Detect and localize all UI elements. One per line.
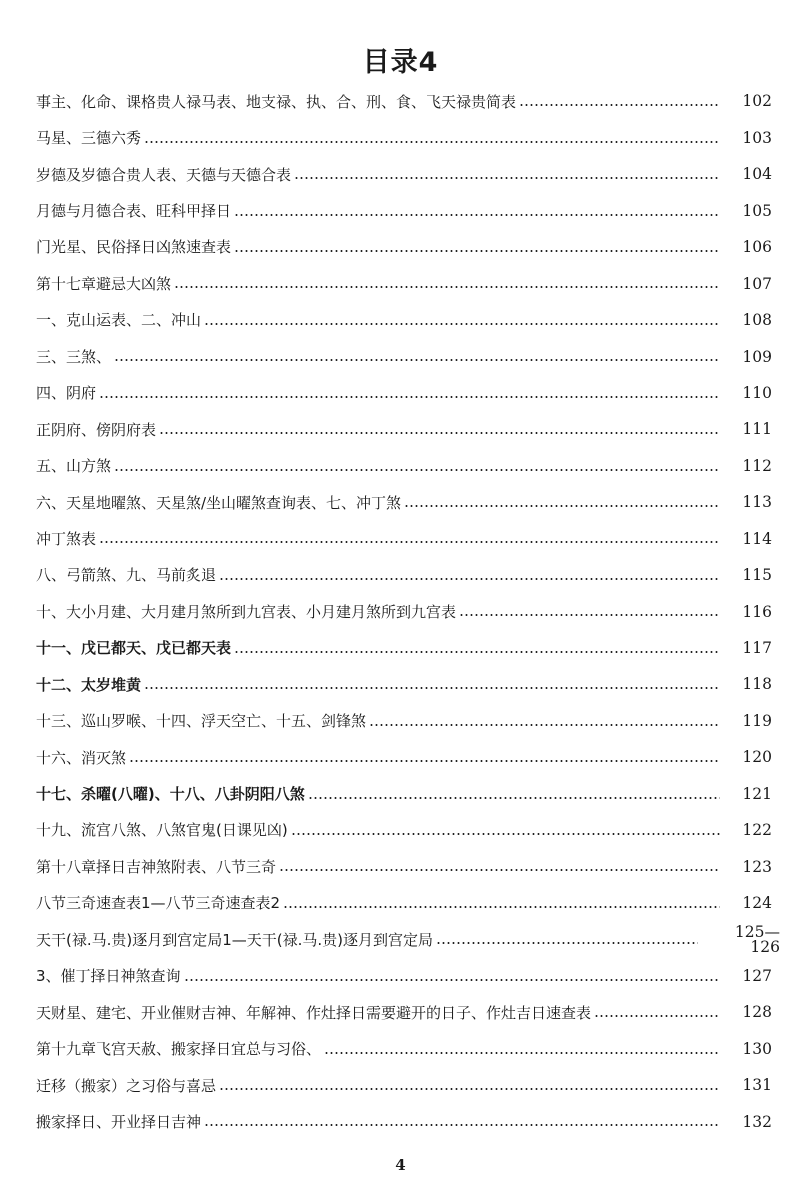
dot-leader [594,1015,720,1017]
toc-entry [36,886,772,922]
toc-entry-page: 114 [742,529,772,548]
dot-leader [99,541,720,543]
toc-entry-page: 117 [742,639,772,658]
toc-entry [36,849,772,885]
dot-leader [219,578,720,580]
toc-entry [36,594,772,630]
toc-entry-title: 十六、消灭煞 [36,748,127,767]
toc-entry-title: 天干(禄.马.贵)逐月到宫定局1—天干(禄.马.贵)逐月到宫定局 [36,930,434,949]
toc-entry-title: 十、大小月建、大月建月煞所到九宫表、小月建月煞所到九宫表 [36,602,457,621]
toc-entry-title: 正阴府、傍阴府表 [36,420,157,439]
toc-entry-page: 115 [742,566,772,585]
toc-entry-title: 十一、戊已都天、戊已都天表 [36,639,232,658]
toc-entry [36,558,772,594]
toc-entry-title: 第十九章飞宫天赦、搬家择日宜总与习俗、 [36,1040,322,1059]
dot-leader [159,432,720,434]
toc-entry-title: 八、弓箭煞、九、马前炙退 [36,566,217,585]
toc-entry-page: 103 [742,128,772,147]
toc-entry-title: 冲丁煞表 [36,529,97,548]
toc-entry-title: 十七、杀曜(八曜)、十八、八卦阴阳八煞 [36,785,305,804]
dot-leader [234,214,720,216]
dot-leader [99,396,720,398]
dot-leader [308,797,720,799]
toc-entry-page: 110 [742,383,772,402]
toc-entry-title: 一、克山运表、二、冲山 [36,311,202,330]
toc-entry [36,1068,772,1104]
table-of-contents [36,84,780,1141]
toc-entry [36,959,772,995]
toc-entry-page: 130 [742,1039,772,1058]
toc-entry-page: 119 [742,711,772,730]
toc-entry [36,667,772,703]
toc-entry-page: 121 [742,784,772,803]
dot-leader [324,1052,720,1054]
toc-entry-page: 132 [742,1112,772,1131]
dot-leader [114,469,720,471]
page-title: 目录4 [362,47,439,78]
toc-entry-page: 111 [742,420,772,439]
dot-leader [144,687,720,689]
toc-entry-title: 三、三煞、 [36,347,112,366]
page-number: 4 [395,1156,406,1174]
toc-entry-page: 120 [742,748,772,767]
dot-leader [519,104,720,106]
toc-entry-title: 八节三奇速查表1—八节三奇速查表2 [36,894,281,913]
dot-leader [279,869,720,871]
toc-entry-page: 128 [742,1003,772,1022]
dot-leader [283,906,720,908]
toc-entry [36,922,780,958]
dot-leader [204,323,720,325]
toc-entry [36,193,772,229]
toc-entry-page: 118 [742,675,772,694]
toc-entry-title: 天财星、建宅、开业催财吉神、年解神、作灶择日需要避开的日子、作灶吉日速查表 [36,1003,592,1022]
toc-entry-page: 102 [742,92,772,111]
toc-entry [36,813,772,849]
toc-entry-title: 月德与月德合表、旺科甲择日 [36,202,232,221]
dot-leader [459,614,720,616]
toc-entry-title: 马星、三德六秀 [36,129,142,148]
toc-entry [36,412,772,448]
toc-entry [36,120,772,156]
toc-entry [36,448,772,484]
toc-entry-page: 106 [742,238,772,257]
dot-leader [114,359,720,361]
toc-entry-title: 3、催丁择日神煞查询 [36,967,181,986]
dot-leader [369,724,720,726]
toc-entry [36,84,772,120]
toc-entry-title: 四、阴府 [36,384,97,403]
toc-entry [36,995,772,1031]
toc-entry-page: 108 [742,311,772,330]
dot-leader [174,286,720,288]
toc-entry-title: 第十八章择日吉神煞附表、八节三奇 [36,857,277,876]
toc-entry-page: 125—126 [734,922,780,957]
toc-entry [36,157,772,193]
toc-entry-title: 六、天星地曜煞、天星煞/坐山曜煞查询表、七、冲丁煞 [36,493,402,512]
toc-entry [36,521,772,557]
toc-entry [36,266,772,302]
toc-entry [36,230,772,266]
toc-entry-page: 104 [742,165,772,184]
toc-entry-page: 105 [742,201,772,220]
toc-entry-page: 131 [742,1076,772,1095]
dot-leader [144,141,720,143]
toc-entry [36,776,772,812]
toc-entry [36,703,772,739]
toc-entry-page: 116 [742,602,772,621]
dot-leader [294,177,720,179]
toc-entry [36,740,772,776]
toc-entry-page: 122 [742,821,772,840]
toc-entry [36,485,772,521]
dot-leader [234,651,720,653]
dot-leader [234,250,720,252]
toc-entry-title: 门光星、民俗择日凶煞速查表 [36,238,232,257]
toc-entry [36,1104,772,1140]
toc-entry-page: 112 [742,456,772,475]
toc-entry-title: 岁德及岁德合贵人表、天德与天德合表 [36,165,292,184]
dot-leader [436,942,698,944]
toc-entry-title: 十九、流宫八煞、八煞官鬼(日课见凶) [36,821,288,840]
toc-entry-page: 123 [742,857,772,876]
toc-entry-page: 124 [742,894,772,913]
toc-entry-title: 搬家择日、开业择日吉神 [36,1112,202,1131]
dot-leader [404,505,720,507]
toc-entry-title: 迁移（搬家）之习俗与喜忌 [36,1076,217,1095]
toc-entry-page: 113 [742,493,772,512]
dot-leader [204,1124,720,1126]
toc-entry-title: 事主、化命、课格贵人禄马表、地支禄、执、合、刑、食、飞天禄贵简表 [36,92,517,111]
toc-entry [36,376,772,412]
toc-entry-page: 127 [742,966,772,985]
toc-entry [36,303,772,339]
dot-leader [291,833,720,835]
toc-entry-title: 五、山方煞 [36,457,112,476]
toc-entry-title: 十二、太岁堆黄 [36,675,142,694]
toc-entry-title: 十三、巡山罗喉、十四、浮天空亡、十五、剑锋煞 [36,712,367,731]
toc-entry [36,631,772,667]
toc-entry [36,339,772,375]
toc-entry-page: 109 [742,347,772,366]
dot-leader [184,979,720,981]
dot-leader [219,1088,720,1090]
toc-entry [36,1031,772,1067]
toc-entry-title: 第十七章避忌大凶煞 [36,274,172,293]
dot-leader [129,760,720,762]
toc-entry-page: 107 [742,274,772,293]
